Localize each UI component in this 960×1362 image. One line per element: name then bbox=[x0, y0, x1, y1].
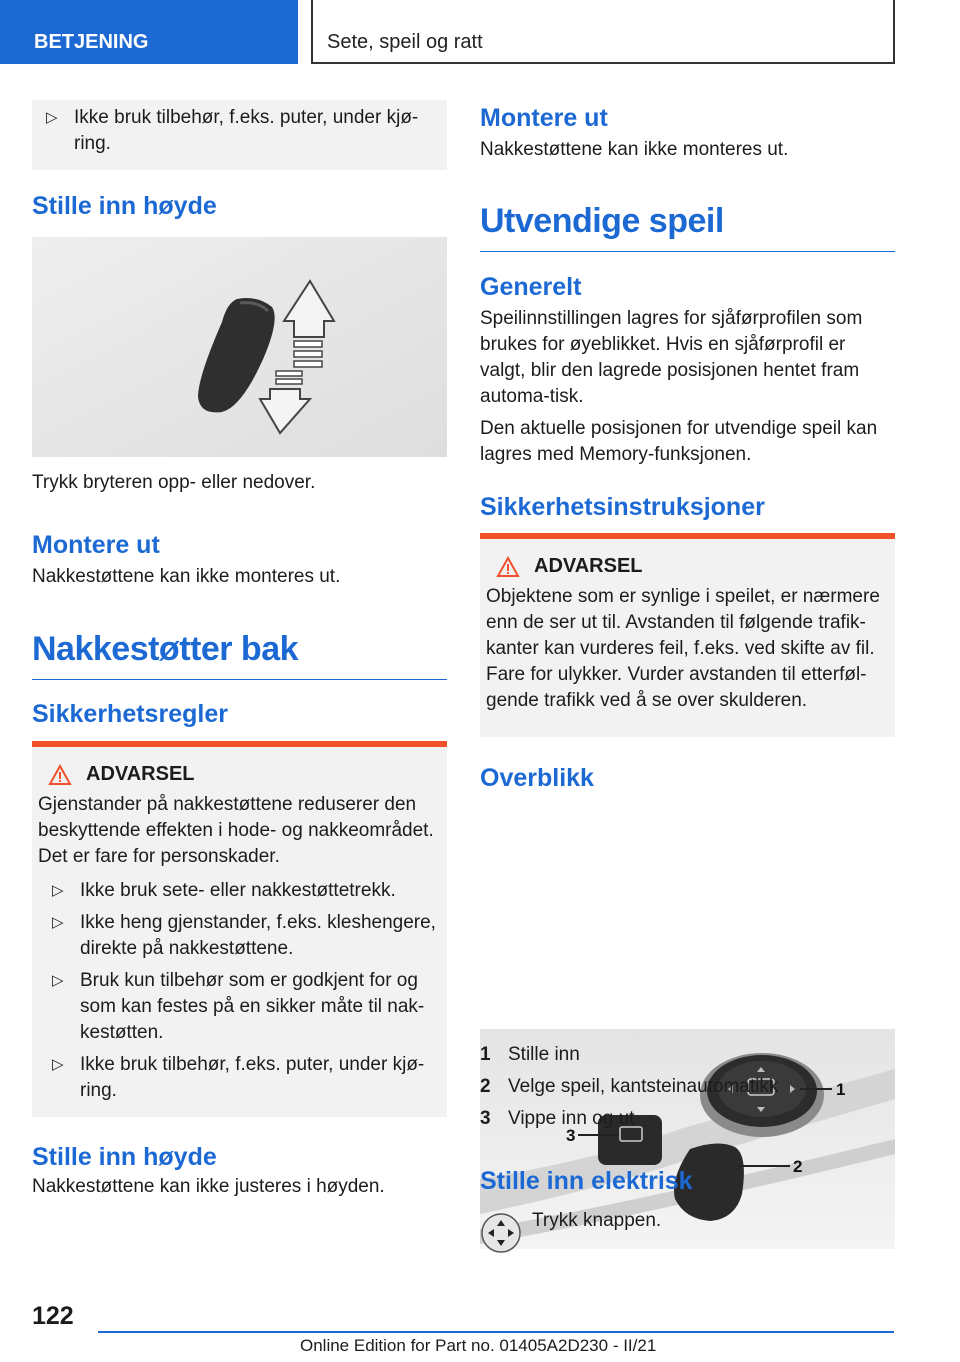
header-chapter: Sete, speil og ratt bbox=[311, 0, 895, 64]
list-item-text: Ikke heng gjenstander, f.eks. kleshengere, direkte på nakkestøttene. bbox=[80, 912, 436, 959]
triangle-bullet-icon: ▷ bbox=[52, 972, 64, 989]
header-section: BETJENING bbox=[0, 0, 298, 64]
callout-label: 1 bbox=[836, 1080, 846, 1099]
warning-box bbox=[480, 533, 895, 737]
legend-label: Vippe inn og ut bbox=[508, 1108, 635, 1129]
paragraph: Nakkestøttene kan ikke monteres ut. bbox=[480, 139, 789, 160]
heading-stille-inn-hoyde: Stille inn høyde bbox=[32, 192, 217, 220]
legend-item bbox=[480, 1071, 895, 1103]
list-item bbox=[38, 1052, 441, 1104]
legend-num: 2 bbox=[480, 1076, 491, 1097]
warning-title-text: ADVARSEL bbox=[86, 763, 195, 785]
paragraph: Speilinnstillingen lagres for sjåførprofilen som brukes for øyeblikket. Hvis en sjåførprofil er valgt, blir den lagrede posisjonen hentet fram automa-tisk. bbox=[480, 308, 863, 407]
heading-stille-inn-hoyde-2: Stille inn høyde bbox=[32, 1143, 217, 1171]
heading-overblikk: Overblikk bbox=[480, 764, 594, 792]
warning-title-text: ADVARSEL bbox=[534, 555, 643, 577]
footer-divider bbox=[98, 1331, 894, 1333]
list-item bbox=[38, 878, 441, 904]
list-item-text: Bruk kun tilbehør som er godkjent for og som kan festes på en sikker måte til nak-kestøtten. bbox=[80, 970, 425, 1043]
list-item bbox=[32, 105, 437, 157]
warning-title bbox=[48, 763, 441, 786]
heading-montere-ut: Montere ut bbox=[32, 531, 160, 559]
edition-text: Online Edition for Part no. 01405A2D230 - II/21 bbox=[300, 1336, 657, 1355]
warning-box bbox=[32, 741, 447, 1117]
paragraph: Nakkestøttene kan ikke justeres i høyden. bbox=[32, 1176, 385, 1197]
warning-text: Objektene som er synlige i speilet, er nærmere enn de ser ut til. Avstanden til følgende trafik-kanter kan vurderes feil, f.eks. ved skifte av fil. Fare for ulykker. Vurder avstanden til etterføl-gende trafikk ved å se over skulderen. bbox=[486, 586, 880, 711]
callout-label: 3 bbox=[566, 1126, 576, 1145]
heading-sikkerhetsinstruksjoner: Sikkerhetsinstruksjoner bbox=[480, 493, 765, 521]
list-item bbox=[38, 968, 441, 1046]
warning-triangle-icon bbox=[496, 556, 520, 578]
headrest-switch-figure bbox=[32, 237, 447, 457]
heading-generelt: Generelt bbox=[480, 273, 582, 301]
legend-label: Velge speil, kantsteinautomatikk bbox=[508, 1076, 779, 1097]
legend-num: 3 bbox=[480, 1108, 491, 1129]
list-item bbox=[38, 910, 441, 962]
triangle-bullet-icon: ▷ bbox=[52, 1056, 64, 1073]
paragraph: Den aktuelle posisjonen for utvendige speil kan lagres med Memory-funksjonen. bbox=[480, 418, 878, 465]
warning-triangle-icon bbox=[48, 764, 72, 786]
warning-title bbox=[496, 555, 889, 578]
heading-nakkestotter-bak: Nakkestøtter bak bbox=[32, 630, 447, 680]
legend-item bbox=[480, 1039, 895, 1071]
triangle-bullet-icon: ▷ bbox=[52, 914, 64, 931]
callout-label: 2 bbox=[793, 1157, 803, 1176]
warning-text: Gjenstander på nakkestøttene reduserer den beskyttende effekten i hode- og nakkeområdet. Det er fare for personskader. bbox=[38, 794, 434, 867]
legend-item bbox=[480, 1103, 895, 1135]
page-number: 122 bbox=[32, 1302, 74, 1330]
heading-sikkerhetsregler: Sikkerhetsregler bbox=[32, 700, 228, 728]
figure-caption: Trykk bryteren opp- eller nedover. bbox=[32, 472, 316, 493]
list-item-text: Ikke bruk sete- eller nakkestøttetrekk. bbox=[80, 880, 396, 901]
triangle-bullet-icon: ▷ bbox=[46, 109, 58, 126]
heading-montere-ut-right: Montere ut bbox=[480, 104, 608, 132]
figure-legend bbox=[480, 1039, 895, 1135]
top-bullet-box bbox=[32, 100, 447, 170]
heading-utvendige-speil: Utvendige speil bbox=[480, 202, 895, 252]
legend-num: 1 bbox=[480, 1044, 491, 1065]
triangle-bullet-icon: ▷ bbox=[52, 882, 64, 899]
paragraph: Trykk knappen. bbox=[532, 1210, 662, 1231]
list-item-text: Ikke bruk tilbehør, f.eks. puter, under kjø-ring. bbox=[74, 107, 419, 154]
legend-label: Stille inn bbox=[508, 1044, 580, 1065]
heading-stille-inn-elektrisk: Stille inn elektrisk bbox=[480, 1167, 693, 1195]
mirror-adjust-button-icon bbox=[480, 1212, 522, 1254]
paragraph: Nakkestøttene kan ikke monteres ut. bbox=[32, 566, 341, 587]
list-item-text: Ikke bruk tilbehør, f.eks. puter, under kjø-ring. bbox=[80, 1054, 425, 1101]
